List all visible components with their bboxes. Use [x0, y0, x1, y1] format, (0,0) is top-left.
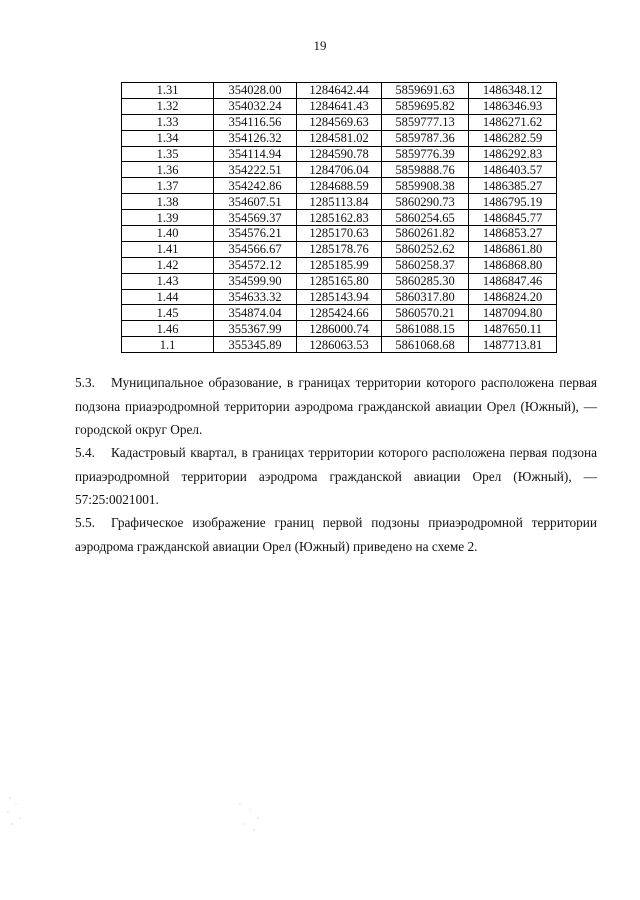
coordinate-cell: 354572.12 [214, 257, 297, 273]
coordinate-cell: 1487650.11 [469, 321, 557, 337]
point-number-cell: 1.41 [122, 241, 214, 257]
coordinate-cell: 1285178.76 [297, 241, 382, 257]
point-number-cell: 1.42 [122, 257, 214, 273]
coordinate-cell: 1486292.83 [469, 146, 557, 162]
table-row [122, 98, 557, 114]
table-row [122, 321, 557, 337]
table-row [122, 337, 557, 353]
coordinate-cell: 1486824.20 [469, 289, 557, 305]
point-number-cell: 1.1 [122, 337, 214, 353]
coordinate-cell: 5861088.15 [382, 321, 469, 337]
coordinate-cell: 1486847.46 [469, 273, 557, 289]
point-number-cell: 1.36 [122, 162, 214, 178]
coordinate-cell: 5859888.76 [382, 162, 469, 178]
coordinate-cell: 5860252.62 [382, 241, 469, 257]
coordinate-cell: 1284642.44 [297, 83, 382, 99]
coordinate-cell: 5860254.65 [382, 210, 469, 226]
coordinate-cell: 5859776.39 [382, 146, 469, 162]
coordinate-cell: 1285113.84 [297, 194, 382, 210]
scan-artifact [2, 792, 42, 832]
coordinate-cell: 1486845.77 [469, 210, 557, 226]
coordinate-cell: 5860570.21 [382, 305, 469, 321]
coordinate-cell: 1486346.93 [469, 98, 557, 114]
coordinate-cell: 354633.32 [214, 289, 297, 305]
coordinate-cell: 1285162.83 [297, 210, 382, 226]
paragraph-number: 5.4. [75, 445, 95, 460]
coordinate-cell: 1486282.59 [469, 130, 557, 146]
coordinate-cell: 1285424.66 [297, 305, 382, 321]
table-row [122, 178, 557, 194]
coordinate-cell: 1284581.02 [297, 130, 382, 146]
coordinate-cell: 5859691.63 [382, 83, 469, 99]
coordinate-cell: 355367.99 [214, 321, 297, 337]
table-row [122, 210, 557, 226]
coordinate-cell: 1285170.63 [297, 226, 382, 242]
coordinate-cell: 5859695.82 [382, 98, 469, 114]
coordinates-table [121, 82, 557, 353]
coordinate-cell: 5860290.73 [382, 194, 469, 210]
point-number-cell: 1.35 [122, 146, 214, 162]
coordinate-cell: 354607.51 [214, 194, 297, 210]
paragraph-text: Кадастровый квартал, в границах территории которого расположена первая подзона приаэродромной территории аэродрома гражданской авиации Орел (Южный), — 57:25:0021001. [75, 445, 597, 507]
coordinate-cell: 354599.90 [214, 273, 297, 289]
coordinate-cell: 1487094.80 [469, 305, 557, 321]
coordinate-cell: 5859908.38 [382, 178, 469, 194]
coordinate-cell: 354566.67 [214, 241, 297, 257]
point-number-cell: 1.45 [122, 305, 214, 321]
coordinate-cell: 5860258.37 [382, 257, 469, 273]
paragraph-text: Графическое изображение границ первой подзоны приаэродромной территории аэродрома гражданской авиации Орел (Южный) приведено на схеме 2. [75, 515, 597, 554]
coordinate-cell: 1284569.63 [297, 114, 382, 130]
paragraph-number: 5.3. [75, 375, 95, 390]
coordinate-cell: 5859777.13 [382, 114, 469, 130]
coordinate-cell: 354126.32 [214, 130, 297, 146]
table-row [122, 226, 557, 242]
paragraph-5-4 [75, 441, 597, 512]
point-number-cell: 1.40 [122, 226, 214, 242]
table-row [122, 241, 557, 257]
coordinate-cell: 354874.04 [214, 305, 297, 321]
coordinate-cell: 1284641.43 [297, 98, 382, 114]
coordinate-cell: 1286063.53 [297, 337, 382, 353]
table-row [122, 257, 557, 273]
coordinate-cell: 354116.56 [214, 114, 297, 130]
coordinate-cell: 1486385.27 [469, 178, 557, 194]
coordinate-cell: 1486795.19 [469, 194, 557, 210]
coordinate-cell: 1486853.27 [469, 226, 557, 242]
point-number-cell: 1.33 [122, 114, 214, 130]
coordinate-cell: 1486403.57 [469, 162, 557, 178]
point-number-cell: 1.37 [122, 178, 214, 194]
paragraph-number: 5.5. [75, 515, 95, 530]
table-row [122, 130, 557, 146]
table-row [122, 83, 557, 99]
coordinate-cell: 354114.94 [214, 146, 297, 162]
table-row [122, 146, 557, 162]
coordinate-cell: 1286000.74 [297, 321, 382, 337]
coordinate-cell: 1284688.59 [297, 178, 382, 194]
page-number: 19 [313, 38, 327, 53]
coordinate-cell: 1285185.99 [297, 257, 382, 273]
table-row [122, 114, 557, 130]
coordinate-cell: 354242.86 [214, 178, 297, 194]
coordinate-cell: 1284706.04 [297, 162, 382, 178]
point-number-cell: 1.46 [122, 321, 214, 337]
coordinate-cell: 355345.89 [214, 337, 297, 353]
coordinate-cell: 5860285.30 [382, 273, 469, 289]
point-number-cell: 1.44 [122, 289, 214, 305]
point-number-cell: 1.38 [122, 194, 214, 210]
coordinate-cell: 354032.24 [214, 98, 297, 114]
coordinate-cell: 1486271.62 [469, 114, 557, 130]
coordinate-cell: 354028.00 [214, 83, 297, 99]
point-number-cell: 1.32 [122, 98, 214, 114]
point-number-cell: 1.39 [122, 210, 214, 226]
coordinate-cell: 1285165.80 [297, 273, 382, 289]
coordinate-cell: 354576.21 [214, 226, 297, 242]
coordinate-cell: 1487713.81 [469, 337, 557, 353]
coordinate-cell: 5859787.36 [382, 130, 469, 146]
coordinate-cell: 5861068.68 [382, 337, 469, 353]
table-row [122, 289, 557, 305]
table-row [122, 305, 557, 321]
paragraph-5-5 [75, 511, 597, 558]
coordinate-cell: 1285143.94 [297, 289, 382, 305]
coordinate-cell: 1486868.80 [469, 257, 557, 273]
paragraph-text: Муниципальное образование, в границах территории которого расположена первая подзона приаэродромной территории аэродрома гражданской авиации Орел (Южный), — городской округ Орел. [75, 375, 597, 437]
coordinate-cell: 1284590.78 [297, 146, 382, 162]
scan-artifact [230, 796, 270, 836]
point-number-cell: 1.34 [122, 130, 214, 146]
coordinate-cell: 5860261.82 [382, 226, 469, 242]
coordinate-cell: 5860317.80 [382, 289, 469, 305]
coordinate-cell: 354222.51 [214, 162, 297, 178]
table-row [122, 162, 557, 178]
paragraph-5-3 [75, 371, 597, 442]
coordinate-cell: 1486348.12 [469, 83, 557, 99]
coordinate-cell: 354569.37 [214, 210, 297, 226]
table-row [122, 194, 557, 210]
coordinates-table-body [122, 83, 557, 353]
point-number-cell: 1.43 [122, 273, 214, 289]
coordinate-cell: 1486861.80 [469, 241, 557, 257]
table-row [122, 273, 557, 289]
point-number-cell: 1.31 [122, 83, 214, 99]
